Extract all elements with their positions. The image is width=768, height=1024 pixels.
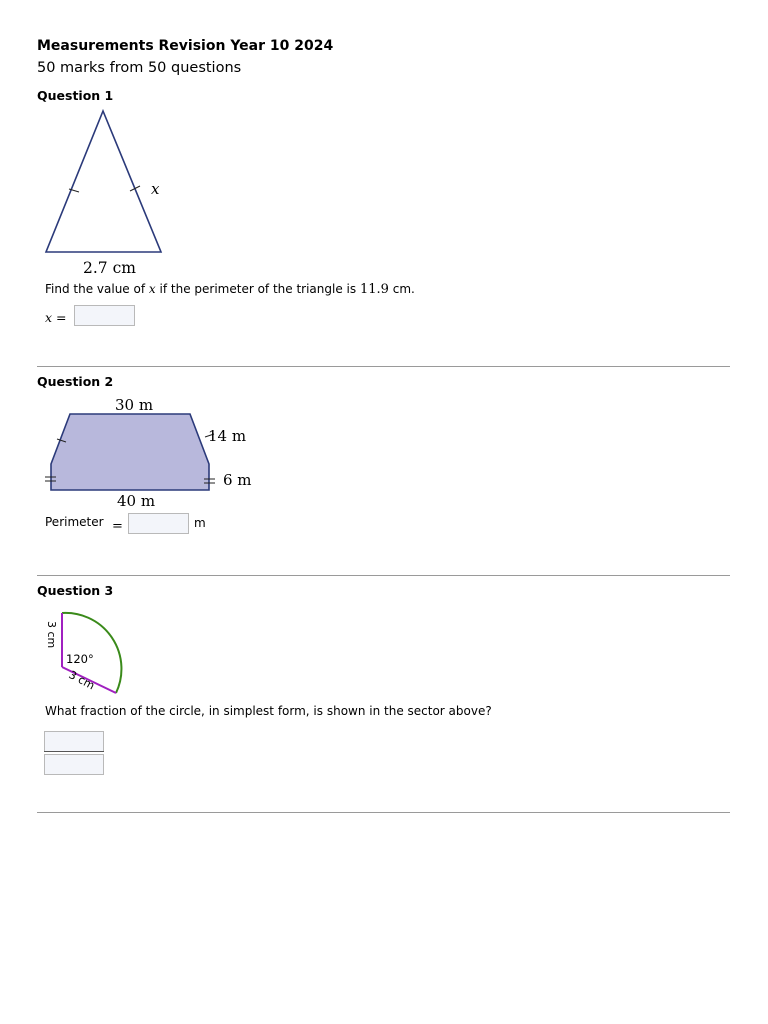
question-3-prompt: What fraction of the circle, in simplest form, is shown in the sector above? — [45, 704, 492, 718]
sector-radius-label-1: 3 cm — [45, 621, 58, 649]
trapezium-top-label: 30 m — [115, 396, 154, 414]
question-1-prompt: Find the value of x if the perimeter of the triangle is 11.9 cm. — [45, 282, 415, 297]
page-title: Measurements Revision Year 10 2024 — [37, 38, 334, 54]
question-1-answer-input[interactable] — [74, 305, 135, 326]
question-2-heading: Question 2 — [37, 374, 114, 389]
sector-diagram — [40, 605, 150, 705]
question-1-heading: Question 1 — [37, 88, 114, 103]
question-2-answer-label: Perimeter — [45, 515, 104, 529]
fraction-denominator-input[interactable] — [44, 754, 104, 775]
sector-angle-label: 120° — [66, 652, 94, 666]
triangle-diagram — [40, 105, 180, 285]
fraction-bar — [44, 751, 104, 752]
question-2-unit: m — [194, 516, 206, 530]
question-2-answer-input[interactable] — [128, 513, 189, 534]
triangle-side-label: x — [151, 180, 160, 198]
page-subtitle: 50 marks from 50 questions — [37, 60, 242, 76]
question-3-heading: Question 3 — [37, 583, 114, 598]
divider — [37, 575, 730, 576]
divider — [37, 812, 730, 813]
equals-sign: = — [112, 519, 123, 534]
question-1-answer-label: x = — [45, 310, 67, 325]
prompt-perimeter-value: 11.9 — [359, 282, 389, 297]
prompt-variable: x — [148, 282, 156, 296]
trapezium-bottom-label: 40 m — [117, 492, 156, 510]
trapezium-side-label: 6 m — [223, 471, 252, 489]
trapezium-slant-label: 14 m — [208, 427, 247, 445]
triangle-base-label: 2.7 cm — [83, 259, 136, 277]
sector-radius-label-2: 3 cm — [66, 668, 97, 693]
fraction-numerator-input[interactable] — [44, 731, 104, 752]
trapezium-diagram — [40, 392, 270, 512]
divider — [37, 366, 730, 367]
